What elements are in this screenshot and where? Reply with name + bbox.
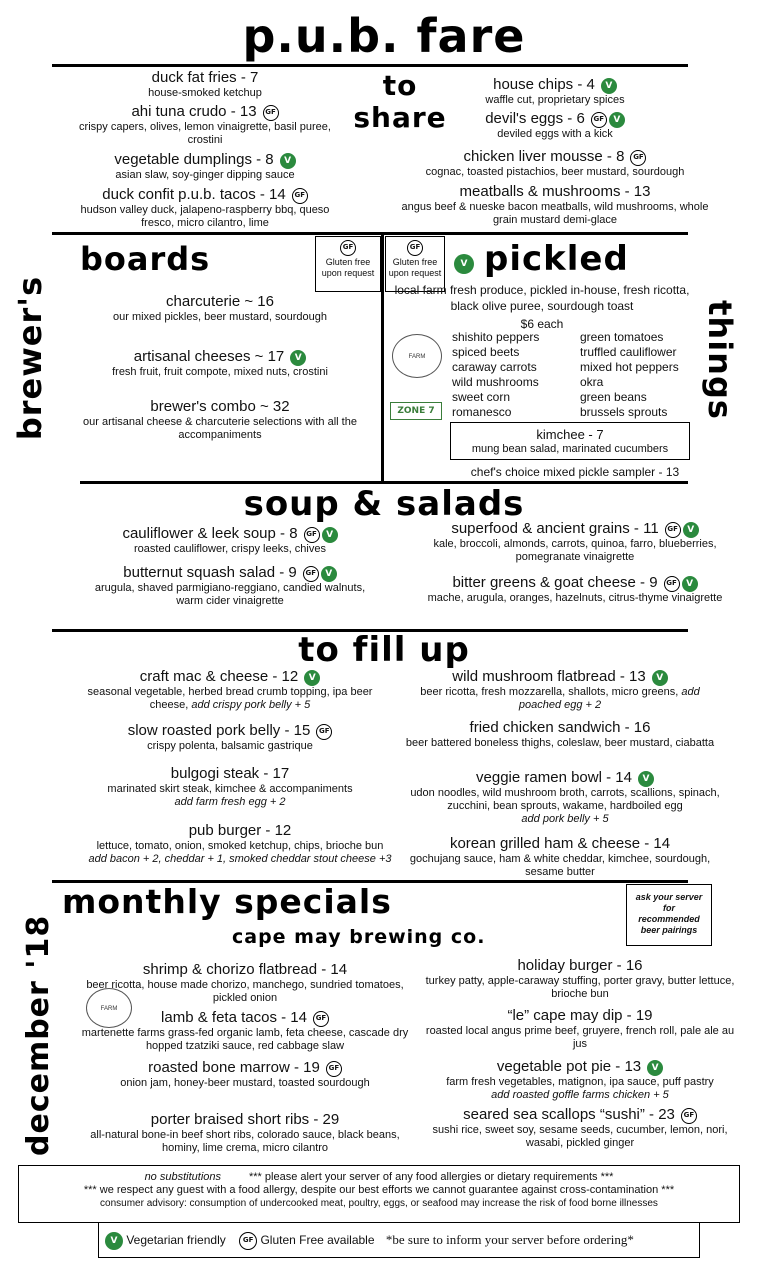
- item-name: duck fat fries - 7: [151, 69, 259, 86]
- kimchee-desc: mung bean salad, marinated cucumbers: [471, 443, 669, 455]
- item-name: wild mushroom flatbread - 13: [452, 668, 646, 685]
- item-description: sushi rice, sweet soy, sesame seeds, cucumber, lemon, nori, wasabi, pickled ginger: [432, 1124, 728, 1150]
- menu-item: [400, 768, 730, 826]
- item-description: mache, arugula, oranges, hazelnuts, citrus-thyme vinaigrette: [427, 592, 723, 605]
- menu-item: [70, 667, 390, 712]
- menu-item: [420, 1057, 740, 1102]
- divider: [52, 64, 688, 67]
- vegetarian-icon: V: [454, 254, 474, 274]
- pickle-item: spiced beets: [452, 345, 520, 359]
- item-description: beer ricotta, house made chorizo, manchego, sundried tomatoes, pickled onion: [86, 979, 404, 1004]
- vegetarian-icon: V: [304, 670, 320, 686]
- item-name: chicken liver mousse - 8: [463, 148, 625, 165]
- cross-contamination-note: *** we respect any guest with a food allergy, despite our best efforts we cannot guarantee against cross-contamination ***: [83, 1184, 675, 1196]
- divider: [52, 232, 688, 235]
- gluten-free-icon: GF: [664, 576, 680, 592]
- vegetarian-icon: V: [683, 522, 699, 538]
- item-name: artisanal cheeses ~ 17: [133, 348, 285, 365]
- item-description: gochujang sauce, ham & white cheddar, kimchee, sourdough, sesame butter: [409, 853, 711, 878]
- item-name: “le” cape may dip - 19: [507, 1007, 653, 1024]
- menu-item: [400, 109, 710, 141]
- allergy-line-1: [19, 1171, 739, 1184]
- menu-item: [70, 721, 390, 753]
- menu-item: [400, 182, 710, 227]
- gluten-free-icon: GF: [340, 240, 356, 256]
- item-description: crispy polenta, balsamic gastrique: [147, 740, 313, 753]
- item-description: our artisanal cheese & charcuterie selections with all the accompaniments: [83, 416, 357, 441]
- pickle-item: romanesco: [452, 405, 512, 419]
- item-description: deviled eggs with a kick: [497, 128, 613, 141]
- item-name: devil's eggs - 6: [485, 110, 585, 127]
- menu-item: [80, 563, 380, 608]
- to-fill-up-heading: to fill up: [298, 630, 470, 670]
- vegetarian-icon: V: [601, 78, 617, 94]
- item-name: vegetable pot pie - 13: [496, 1058, 642, 1075]
- beer-pairing-note: ask your server for recommended beer pairings: [626, 884, 712, 946]
- item-description: onion jam, honey-beer mustard, toasted sourdough: [120, 1077, 370, 1090]
- item-description: farm fresh vegetables, matignon, ipa sauce, puff pastry: [446, 1076, 714, 1089]
- pickle-item: mixed hot peppers: [580, 360, 679, 374]
- item-description: asian slaw, soy-ginger dipping sauce: [115, 169, 295, 182]
- menu-item: [80, 960, 410, 1005]
- vegetarian-icon: V: [105, 1232, 123, 1250]
- menu-item: [400, 147, 710, 179]
- pickle-item: brussels sprouts: [580, 405, 668, 419]
- menu-item: [60, 347, 380, 379]
- menu-item: [80, 1058, 410, 1090]
- soup-salads-heading: soup & salads: [243, 484, 525, 524]
- menu-item: [420, 956, 740, 1001]
- item-name: cauliflower & leek soup - 8: [122, 525, 298, 542]
- menu-item: [420, 1105, 740, 1150]
- kimchee-box: [450, 422, 690, 460]
- no-substitutions: no substitutions: [144, 1171, 221, 1183]
- item-description: arugula, shaved parmigiano-reggiano, candied walnuts, warm cider vinaigrette: [94, 582, 366, 608]
- item-name: shrimp & chorizo flatbread - 14: [142, 961, 348, 978]
- pickled-intro: local farm fresh produce, pickled in-house, fresh ricotta, black olive puree, sourdough toast: [394, 283, 690, 313]
- item-description-text: seasonal vegetable, herbed bread crumb topping, ipa beer cheese,: [87, 686, 373, 712]
- item-description: cognac, toasted pistachios, beer mustard, sourdough: [425, 166, 685, 179]
- gluten-free-icon: GF: [304, 527, 320, 543]
- menu-title: p.u.b. fare: [242, 9, 526, 63]
- pickle-list-col2: [580, 330, 700, 420]
- item-description: lettuce, tomato, onion, smoked ketchup, chips, brioche bun: [96, 840, 384, 852]
- menu-item: [420, 519, 730, 564]
- allergy-alert: *** please alert your server of any food allergies or dietary requirements ***: [249, 1171, 614, 1183]
- boards-heading: boards: [80, 240, 211, 278]
- item-name: pub burger - 12: [188, 822, 292, 839]
- farm-logo: FARM: [86, 988, 132, 1028]
- item-name: superfood & ancient grains - 11: [451, 520, 659, 537]
- gluten-free-icon: GF: [630, 150, 646, 166]
- item-name: veggie ramen bowl - 14: [476, 769, 632, 786]
- item-name: korean grilled ham & cheese - 14: [449, 835, 671, 852]
- item-name: bitter greens & goat cheese - 9: [452, 574, 658, 591]
- menu-item: [70, 821, 410, 866]
- item-addon: add bacon + 2, cheddar + 1, smoked cheddar stout cheese +3: [88, 853, 392, 865]
- cape-may-subheading: cape may brewing co.: [232, 926, 486, 948]
- allergy-notice-box: [18, 1165, 740, 1223]
- item-name: vegetable dumplings - 8: [114, 151, 274, 168]
- pickle-item: shishito peppers: [452, 330, 540, 344]
- menu-item: [60, 397, 380, 442]
- consumer-advisory: consumer advisory: consumption of undercooked meat, poultry, eggs, or seafood may increase the risk of food borne illnesses: [100, 1198, 658, 1209]
- menu-item: [400, 75, 710, 107]
- item-name: ahi tuna crudo - 13: [131, 103, 257, 120]
- to-share-heading-line2: share: [353, 101, 447, 134]
- item-name: fried chicken sandwich - 16: [469, 719, 651, 736]
- item-description: turkey patty, apple-caraway stuffing, porter gravy, butter lettuce, brioche bun: [425, 975, 735, 1000]
- item-addon: add roasted goffle farms chicken + 5: [491, 1089, 669, 1102]
- item-description: martenette farms grass-fed organic lamb, feta cheese, cascade dry hopped tzatziki sauce, red cabbage slaw: [81, 1027, 409, 1053]
- item-addon: add farm fresh egg + 2: [174, 796, 286, 808]
- pickle-item: sweet corn: [452, 390, 511, 404]
- pickled-heading: pickled: [484, 239, 629, 279]
- vegetarian-icon: V: [609, 112, 625, 128]
- things-side-label: things: [701, 300, 739, 420]
- item-description: waffle cut, proprietary spices: [485, 94, 625, 107]
- menu-item: [400, 667, 720, 712]
- item-description: [70, 686, 390, 712]
- item-name: roasted bone marrow - 19: [148, 1059, 320, 1076]
- item-name: craft mac & cheese - 12: [139, 668, 299, 685]
- item-description: roasted local angus prime beef, gruyere, french roll, pale ale au jus: [425, 1025, 735, 1050]
- to-share-heading-line1: to: [382, 69, 418, 102]
- gluten-free-icon: GF: [303, 566, 319, 582]
- menu-item: [70, 68, 340, 100]
- pickle-list-col1: [452, 330, 582, 420]
- item-name: bulgogi steak - 17: [170, 765, 290, 782]
- kimchee-name: kimchee - 7: [536, 427, 604, 442]
- vegetarian-icon: V: [638, 771, 654, 787]
- vegetarian-icon: V: [647, 1060, 663, 1076]
- pickle-item: caraway carrots: [452, 360, 537, 374]
- pickle-item: wild mushrooms: [452, 375, 539, 389]
- menu-item: [400, 834, 720, 879]
- item-name: charcuterie ~ 16: [166, 293, 274, 310]
- december-side-label: december '18: [21, 914, 56, 1156]
- gluten-free-icon: GF: [326, 1061, 342, 1077]
- gluten-free-icon: GF: [591, 112, 607, 128]
- item-name: meatballs & mushrooms - 13: [459, 183, 651, 200]
- gluten-free-icon: GF: [263, 105, 279, 121]
- menu-item: [70, 185, 340, 230]
- item-description: udon noodles, wild mushroom broth, carrots, scallions, spinach, zucchini, bean sprouts, wakame, hardboiled egg: [410, 787, 720, 813]
- item-addon: add poached egg + 2: [518, 686, 700, 712]
- pickle-sampler: chef's choice mixed pickle sampler - 13: [470, 465, 680, 479]
- legend-note: *be sure to inform your server before ordering*: [385, 1232, 634, 1247]
- item-name: duck confit p.u.b. tacos - 14: [102, 186, 286, 203]
- zone7-logo: ZONE 7: [390, 402, 442, 420]
- menu-item: [70, 764, 390, 809]
- menu-item: [420, 1006, 740, 1051]
- gluten-free-icon: GF: [665, 522, 681, 538]
- item-description: angus beef & nueske bacon meatballs, wild mushrooms, whole grain mustard demi-glace: [401, 201, 709, 226]
- legend-box: [98, 1222, 700, 1258]
- boards-gf-note: [315, 236, 381, 292]
- gluten-free-icon: GF: [407, 240, 423, 256]
- boards-gf-note-text: Gluten free upon request: [321, 257, 375, 278]
- vegetarian-icon: V: [322, 527, 338, 543]
- pickle-item: truffled cauliflower: [580, 345, 677, 359]
- menu-item: [80, 1110, 410, 1155]
- item-description: house-smoked ketchup: [148, 87, 262, 99]
- item-description: roasted cauliflower, crispy leeks, chives: [134, 543, 326, 556]
- item-description-text: beer ricotta, fresh mozzarella, shallots, micro greens,: [420, 686, 679, 699]
- item-name: porter braised short ribs - 29: [150, 1111, 340, 1128]
- vegetarian-icon: V: [652, 670, 668, 686]
- pickle-item: okra: [580, 375, 604, 389]
- item-description: our mixed pickles, beer mustard, sourdough: [113, 311, 327, 323]
- item-name: seared sea scallops “sushi” - 23: [463, 1106, 675, 1123]
- item-name: house chips - 4: [493, 76, 595, 93]
- item-description: fresh fruit, fruit compote, mixed nuts, crostini: [112, 366, 328, 379]
- item-description: [400, 686, 720, 712]
- item-addon: add pork belly + 5: [521, 813, 609, 826]
- gluten-free-icon: GF: [313, 1011, 329, 1027]
- legend-vegetarian: Vegetarian friendly: [126, 1233, 226, 1247]
- vegetarian-icon: V: [280, 153, 296, 169]
- gluten-free-icon: GF: [681, 1108, 697, 1124]
- pickle-item: green tomatoes: [580, 330, 664, 344]
- item-description: all-natural bone-in beef short ribs, colorado sauce, black beans, hominy, lime crema, micro cilantro: [90, 1129, 400, 1154]
- item-description: beer battered boneless thighs, coleslaw, beer mustard, ciabatta: [405, 737, 715, 749]
- farm-logo: FARM: [392, 334, 442, 378]
- vegetarian-icon: V: [321, 566, 337, 582]
- vegetarian-icon: V: [682, 576, 698, 592]
- item-description: kale, broccoli, almonds, carrots, quinoa, farro, blueberries, pomegranate vinaigrette: [433, 538, 717, 564]
- item-name: slow roasted pork belly - 15: [127, 722, 311, 739]
- monthly-specials-heading: monthly specials: [62, 882, 392, 921]
- item-name: butternut squash salad - 9: [123, 564, 297, 581]
- gluten-free-icon: GF: [239, 1232, 257, 1250]
- menu-item: [70, 102, 340, 147]
- menu-item: [80, 524, 380, 556]
- menu-item: [80, 1008, 410, 1053]
- pickled-price: $6 each: [520, 317, 564, 331]
- item-name: brewer's combo ~ 32: [150, 398, 290, 415]
- menu-item: [60, 292, 380, 324]
- item-name: holiday burger - 16: [517, 957, 643, 974]
- legend-gluten-free: Gluten Free available: [260, 1233, 375, 1247]
- item-description: crispy capers, olives, lemon vinaigrette, basil puree, crostini: [79, 121, 331, 147]
- pickled-gf-note-text: Gluten free upon request: [388, 257, 442, 278]
- item-description: marinated skirt steak, kimchee & accompaniments: [107, 783, 353, 795]
- vegetarian-icon: V: [290, 350, 306, 366]
- menu-item: [70, 150, 340, 182]
- gluten-free-icon: GF: [316, 724, 332, 740]
- item-addon: add crispy pork belly + 5: [191, 699, 311, 712]
- item-name: lamb & feta tacos - 14: [161, 1009, 307, 1026]
- brewers-side-label: brewer's: [11, 275, 49, 441]
- menu-item: [400, 718, 720, 750]
- menu-item: [420, 573, 730, 605]
- gluten-free-icon: GF: [292, 188, 308, 204]
- divider-vertical: [381, 234, 384, 482]
- item-description: hudson valley duck, jalapeno-raspberry bbq, queso fresco, micro cilantro, lime: [80, 204, 330, 230]
- pickle-item: green beans: [580, 390, 647, 404]
